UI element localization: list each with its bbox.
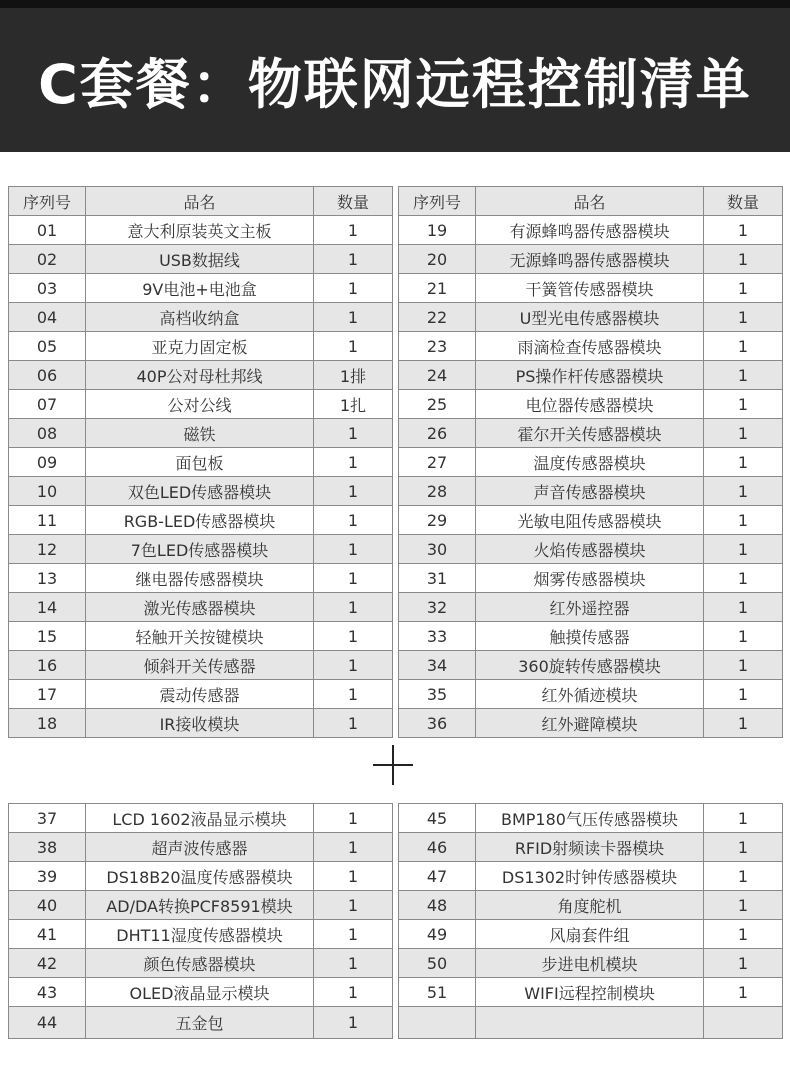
cell-qty: 1 — [314, 593, 393, 622]
cell-index: 21 — [399, 274, 476, 303]
cell-qty: 1 — [704, 680, 783, 709]
cell-name: RFID射频读卡器模块 — [476, 833, 704, 862]
header-index: 序列号 — [9, 187, 86, 216]
table-row — [399, 1007, 783, 1039]
cell-name: 激光传感器模块 — [86, 593, 314, 622]
table-row — [399, 332, 783, 361]
cell-index — [399, 1007, 476, 1039]
cell-qty: 1 — [704, 593, 783, 622]
cell-name: RGB-LED传感器模块 — [86, 506, 314, 535]
table-row — [9, 332, 393, 361]
cell-name: U型光电传感器模块 — [476, 303, 704, 332]
cell-qty: 1扎 — [314, 390, 393, 419]
cell-index: 35 — [399, 680, 476, 709]
cell-name: 意大利原装英文主板 — [86, 216, 314, 245]
table-row — [399, 651, 783, 680]
cell-name: 步进电机模块 — [476, 949, 704, 978]
cell-index: 29 — [399, 506, 476, 535]
cell-index: 28 — [399, 477, 476, 506]
cell-index: 20 — [399, 245, 476, 274]
cell-index: 10 — [9, 477, 86, 506]
cell-index: 11 — [9, 506, 86, 535]
cell-index: 43 — [9, 978, 86, 1007]
cell-index: 23 — [399, 332, 476, 361]
cell-index: 04 — [9, 303, 86, 332]
cell-qty: 1 — [314, 978, 393, 1007]
cell-qty: 1排 — [314, 361, 393, 390]
cell-name: 烟雾传感器模块 — [476, 564, 704, 593]
cell-qty: 1 — [314, 804, 393, 833]
cell-name: 超声波传感器 — [86, 833, 314, 862]
cell-index: 49 — [399, 920, 476, 949]
cell-index: 46 — [399, 833, 476, 862]
cell-name: LCD 1602液晶显示模块 — [86, 804, 314, 833]
plus-icon — [373, 745, 413, 785]
cell-name: 干簧管传感器模块 — [476, 274, 704, 303]
cell-qty: 1 — [314, 949, 393, 978]
cell-qty: 1 — [314, 245, 393, 274]
cell-index: 25 — [399, 390, 476, 419]
cell-qty: 1 — [704, 274, 783, 303]
cell-name: 霍尔开关传感器模块 — [476, 419, 704, 448]
cell-qty: 1 — [314, 419, 393, 448]
cell-index: 14 — [9, 593, 86, 622]
table-row — [399, 804, 783, 833]
cell-name: 公对公线 — [86, 390, 314, 419]
cell-name: 五金包 — [86, 1007, 314, 1039]
table-row — [399, 949, 783, 978]
cell-name: 角度舵机 — [476, 891, 704, 920]
cell-qty: 1 — [314, 833, 393, 862]
cell-name: 倾斜开关传感器 — [86, 651, 314, 680]
table-row — [9, 622, 393, 651]
table-row — [399, 862, 783, 891]
table-row — [399, 419, 783, 448]
cell-index: 01 — [9, 216, 86, 245]
table-row — [399, 920, 783, 949]
cell-qty: 1 — [704, 506, 783, 535]
cell-qty: 1 — [314, 506, 393, 535]
cell-qty: 1 — [314, 1007, 393, 1039]
cell-name: 轻触开关按键模块 — [86, 622, 314, 651]
cell-name: 光敏电阻传感器模块 — [476, 506, 704, 535]
cell-name: OLED液晶显示模块 — [86, 978, 314, 1007]
table-row — [9, 891, 393, 920]
cell-index: 33 — [399, 622, 476, 651]
cell-index: 41 — [9, 920, 86, 949]
cell-index: 16 — [9, 651, 86, 680]
cell-index: 08 — [9, 419, 86, 448]
cell-index: 30 — [399, 535, 476, 564]
cell-qty: 1 — [704, 535, 783, 564]
cell-qty: 1 — [704, 949, 783, 978]
cell-name: DS18B20温度传感器模块 — [86, 862, 314, 891]
table-row — [399, 680, 783, 709]
table-row — [9, 274, 393, 303]
cell-index: 31 — [399, 564, 476, 593]
cell-name: 红外遥控器 — [476, 593, 704, 622]
table-row — [399, 216, 783, 245]
table-row — [9, 920, 393, 949]
cell-index: 47 — [399, 862, 476, 891]
table-row — [399, 833, 783, 862]
cell-name: 亚克力固定板 — [86, 332, 314, 361]
table-row — [9, 448, 393, 477]
cell-name: WIFI远程控制模块 — [476, 978, 704, 1007]
cell-name: IR接收模块 — [86, 709, 314, 738]
cell-index: 24 — [399, 361, 476, 390]
cell-qty: 1 — [314, 680, 393, 709]
cell-qty: 1 — [704, 303, 783, 332]
table-row — [9, 833, 393, 862]
cell-index: 40 — [9, 891, 86, 920]
cell-qty: 1 — [314, 477, 393, 506]
table-row — [399, 978, 783, 1007]
header-name: 品名 — [476, 187, 704, 216]
table-row — [399, 709, 783, 738]
table-row — [9, 361, 393, 390]
cell-qty: 1 — [704, 564, 783, 593]
header-qty: 数量 — [704, 187, 783, 216]
parts-table-3 — [8, 803, 393, 1039]
cell-name: PS操作杆传感器模块 — [476, 361, 704, 390]
cell-index: 02 — [9, 245, 86, 274]
cell-index: 34 — [399, 651, 476, 680]
header-index: 序列号 — [399, 187, 476, 216]
table-row — [9, 804, 393, 833]
cell-qty: 1 — [704, 216, 783, 245]
cell-index: 26 — [399, 419, 476, 448]
cell-qty: 1 — [704, 920, 783, 949]
cell-index: 32 — [399, 593, 476, 622]
cell-index: 48 — [399, 891, 476, 920]
cell-qty: 1 — [314, 862, 393, 891]
table-row — [9, 535, 393, 564]
cell-qty: 1 — [314, 274, 393, 303]
cell-index: 13 — [9, 564, 86, 593]
table-row — [399, 448, 783, 477]
header-name: 品名 — [86, 187, 314, 216]
cell-name: 无源蜂鸣器传感器模块 — [476, 245, 704, 274]
cell-index: 12 — [9, 535, 86, 564]
table-row — [9, 949, 393, 978]
cell-index: 27 — [399, 448, 476, 477]
cell-index: 51 — [399, 978, 476, 1007]
table-row — [9, 419, 393, 448]
table-row — [399, 274, 783, 303]
cell-qty: 1 — [704, 245, 783, 274]
cell-qty: 1 — [314, 303, 393, 332]
cell-name: AD/DA转换PCF8591模块 — [86, 891, 314, 920]
cell-name: 红外避障模块 — [476, 709, 704, 738]
cell-name: 红外循迹模块 — [476, 680, 704, 709]
cell-index: 37 — [9, 804, 86, 833]
table-row — [399, 361, 783, 390]
cell-index: 18 — [9, 709, 86, 738]
cell-name: 7色LED传感器模块 — [86, 535, 314, 564]
table-row — [9, 390, 393, 419]
cell-qty: 1 — [704, 804, 783, 833]
cell-name: 火焰传感器模块 — [476, 535, 704, 564]
cell-name: 风扇套件组 — [476, 920, 704, 949]
cell-name: 9V电池+电池盒 — [86, 274, 314, 303]
cell-name: 继电器传感器模块 — [86, 564, 314, 593]
cell-index: 07 — [9, 390, 86, 419]
table-row — [399, 564, 783, 593]
cell-qty: 1 — [314, 891, 393, 920]
cell-qty: 1 — [314, 448, 393, 477]
cell-qty: 1 — [314, 332, 393, 361]
cell-name — [476, 1007, 704, 1039]
table-row — [9, 303, 393, 332]
table-row — [9, 564, 393, 593]
table-row — [399, 245, 783, 274]
cell-qty: 1 — [314, 709, 393, 738]
cell-index: 38 — [9, 833, 86, 862]
cell-name: 触摸传感器 — [476, 622, 704, 651]
cell-qty: 1 — [704, 862, 783, 891]
cell-index: 50 — [399, 949, 476, 978]
cell-name: 双色LED传感器模块 — [86, 477, 314, 506]
table-row — [399, 390, 783, 419]
table-row — [9, 680, 393, 709]
cell-name: 磁铁 — [86, 419, 314, 448]
table-row — [399, 535, 783, 564]
page-title: C套餐：物联网远程控制清单 — [38, 52, 752, 116]
table-row — [9, 862, 393, 891]
cell-name: 震动传感器 — [86, 680, 314, 709]
cell-qty: 1 — [704, 477, 783, 506]
header-banner — [0, 8, 790, 152]
cell-qty: 1 — [704, 332, 783, 361]
cell-index: 09 — [9, 448, 86, 477]
table-row — [9, 978, 393, 1007]
cell-index: 39 — [9, 862, 86, 891]
table-row — [9, 651, 393, 680]
cell-index: 03 — [9, 274, 86, 303]
cell-name: USB数据线 — [86, 245, 314, 274]
cell-qty: 1 — [704, 978, 783, 1007]
cell-qty: 1 — [314, 920, 393, 949]
cell-qty: 1 — [704, 709, 783, 738]
header-qty: 数量 — [314, 187, 393, 216]
cell-qty: 1 — [314, 622, 393, 651]
table-row — [399, 593, 783, 622]
cell-name: DHT11湿度传感器模块 — [86, 920, 314, 949]
cell-name: BMP180气压传感器模块 — [476, 804, 704, 833]
parts-table-4 — [398, 803, 783, 1039]
table-row — [399, 477, 783, 506]
cell-index: 45 — [399, 804, 476, 833]
table-row — [9, 1007, 393, 1039]
cell-qty: 1 — [704, 651, 783, 680]
cell-index: 19 — [399, 216, 476, 245]
table-row — [399, 506, 783, 535]
parts-table-1 — [8, 186, 393, 738]
cell-index: 22 — [399, 303, 476, 332]
cell-name: 声音传感器模块 — [476, 477, 704, 506]
cell-qty: 1 — [314, 216, 393, 245]
cell-index: 06 — [9, 361, 86, 390]
cell-qty: 1 — [704, 419, 783, 448]
table-header-row — [399, 187, 783, 216]
cell-qty: 1 — [314, 651, 393, 680]
cell-qty: 1 — [704, 833, 783, 862]
cell-qty: 1 — [314, 564, 393, 593]
cell-index: 05 — [9, 332, 86, 361]
cell-name: DS1302时钟传感器模块 — [476, 862, 704, 891]
cell-qty: 1 — [704, 390, 783, 419]
table-row — [9, 477, 393, 506]
cell-name: 360旋转传感器模块 — [476, 651, 704, 680]
cell-qty: 1 — [704, 361, 783, 390]
table-row — [399, 891, 783, 920]
cell-index: 15 — [9, 622, 86, 651]
cell-index: 36 — [399, 709, 476, 738]
cell-name: 电位器传感器模块 — [476, 390, 704, 419]
cell-qty: 1 — [704, 448, 783, 477]
parts-table-2 — [398, 186, 783, 738]
cell-name: 面包板 — [86, 448, 314, 477]
cell-qty — [704, 1007, 783, 1039]
cell-qty: 1 — [314, 535, 393, 564]
table-row — [399, 303, 783, 332]
cell-name: 40P公对母杜邦线 — [86, 361, 314, 390]
table-row — [9, 709, 393, 738]
table-row — [9, 593, 393, 622]
table-row — [9, 506, 393, 535]
cell-name: 颜色传感器模块 — [86, 949, 314, 978]
cell-qty: 1 — [704, 622, 783, 651]
top-strip — [0, 0, 790, 8]
table-row — [9, 216, 393, 245]
cell-index: 44 — [9, 1007, 86, 1039]
table-row — [9, 245, 393, 274]
table-header-row — [9, 187, 393, 216]
cell-name: 温度传感器模块 — [476, 448, 704, 477]
cell-index: 42 — [9, 949, 86, 978]
cell-name: 高档收纳盒 — [86, 303, 314, 332]
cell-name: 有源蜂鸣器传感器模块 — [476, 216, 704, 245]
cell-name: 雨滴检查传感器模块 — [476, 332, 704, 361]
cell-qty: 1 — [704, 891, 783, 920]
table-row — [399, 622, 783, 651]
cell-index: 17 — [9, 680, 86, 709]
